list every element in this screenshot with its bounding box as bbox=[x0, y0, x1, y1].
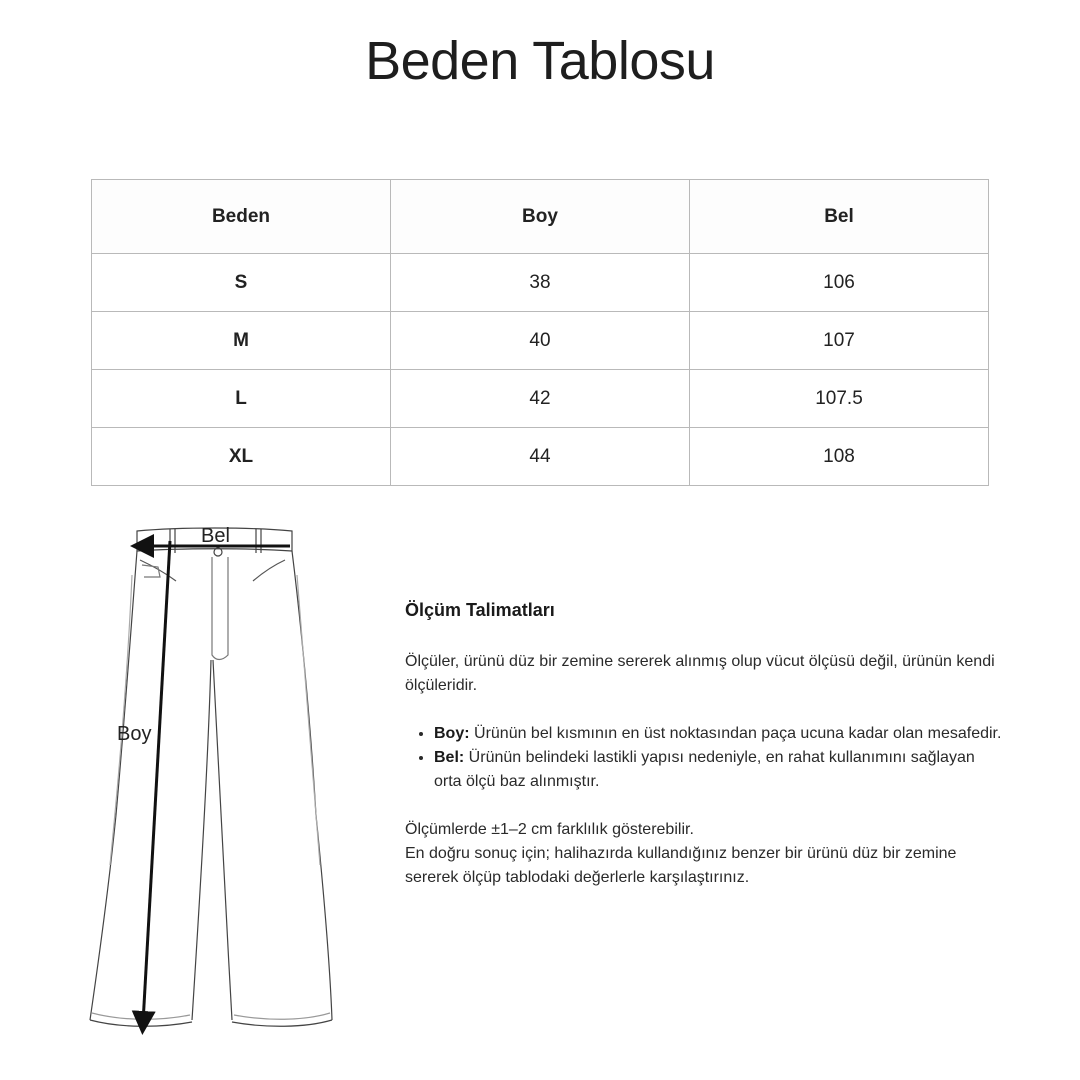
length-cell: 42 bbox=[391, 370, 690, 428]
waist-cell: 107.5 bbox=[690, 370, 989, 428]
table-row bbox=[92, 254, 989, 312]
waist-label: Bel bbox=[201, 525, 230, 547]
waist-cell: 107 bbox=[690, 312, 989, 370]
size-cell: L bbox=[92, 370, 391, 428]
page-title: Beden Tablosu bbox=[365, 31, 715, 91]
table-row bbox=[92, 428, 989, 486]
list-item bbox=[434, 746, 1005, 794]
bullet-text: Ürünün bel kısmının en üst noktasından paça ucuna kadar olan mesafedir. bbox=[469, 725, 1002, 742]
bullet-text: Ürünün belindeki lastikli yapısı nedeniyle, en rahat kullanımını sağlayan orta ölçü baz alınmıştır. bbox=[434, 749, 975, 790]
pants-diagram bbox=[80, 515, 350, 1040]
length-cell: 44 bbox=[391, 428, 690, 486]
length-arrow bbox=[143, 541, 170, 1023]
size-cell: S bbox=[92, 254, 391, 312]
size-cell: M bbox=[92, 312, 391, 370]
table-header-row bbox=[92, 180, 989, 254]
size-cell: XL bbox=[92, 428, 391, 486]
comparison-note: En doğru sonuç için; halihazırda kullandığınız benzer bir ürünü düz bir zemine sererek ölçüp tablodaki değerlerle karşılaştırınız. bbox=[405, 845, 957, 886]
size-table bbox=[91, 179, 989, 486]
length-label: Boy bbox=[117, 723, 152, 745]
instructions-intro: Ölçüler, ürünü düz bir zemine sererek alınmış olup vücut ölçüsü değil, ürünün kendi ölçüleridir. bbox=[405, 653, 995, 694]
measurement-instructions bbox=[405, 598, 1005, 890]
table-row bbox=[92, 312, 989, 370]
header-size: Beden bbox=[92, 180, 391, 254]
waist-cell: 106 bbox=[690, 254, 989, 312]
bullet-term: Boy: bbox=[434, 725, 470, 742]
instructions-heading: Ölçüm Talimatları bbox=[405, 600, 555, 620]
table-row bbox=[92, 370, 989, 428]
header-length: Boy bbox=[391, 180, 690, 254]
pants-illustration bbox=[80, 515, 350, 1040]
list-item bbox=[434, 722, 1005, 746]
tolerance-note: Ölçümlerde ±1–2 cm farklılık gösterebilir. bbox=[405, 821, 694, 838]
pants-outline bbox=[90, 528, 332, 1026]
waist-cell: 108 bbox=[690, 428, 989, 486]
bullet-term: Bel: bbox=[434, 749, 465, 766]
instructions-list bbox=[405, 722, 1005, 794]
length-cell: 40 bbox=[391, 312, 690, 370]
length-cell: 38 bbox=[391, 254, 690, 312]
header-waist: Bel bbox=[690, 180, 989, 254]
